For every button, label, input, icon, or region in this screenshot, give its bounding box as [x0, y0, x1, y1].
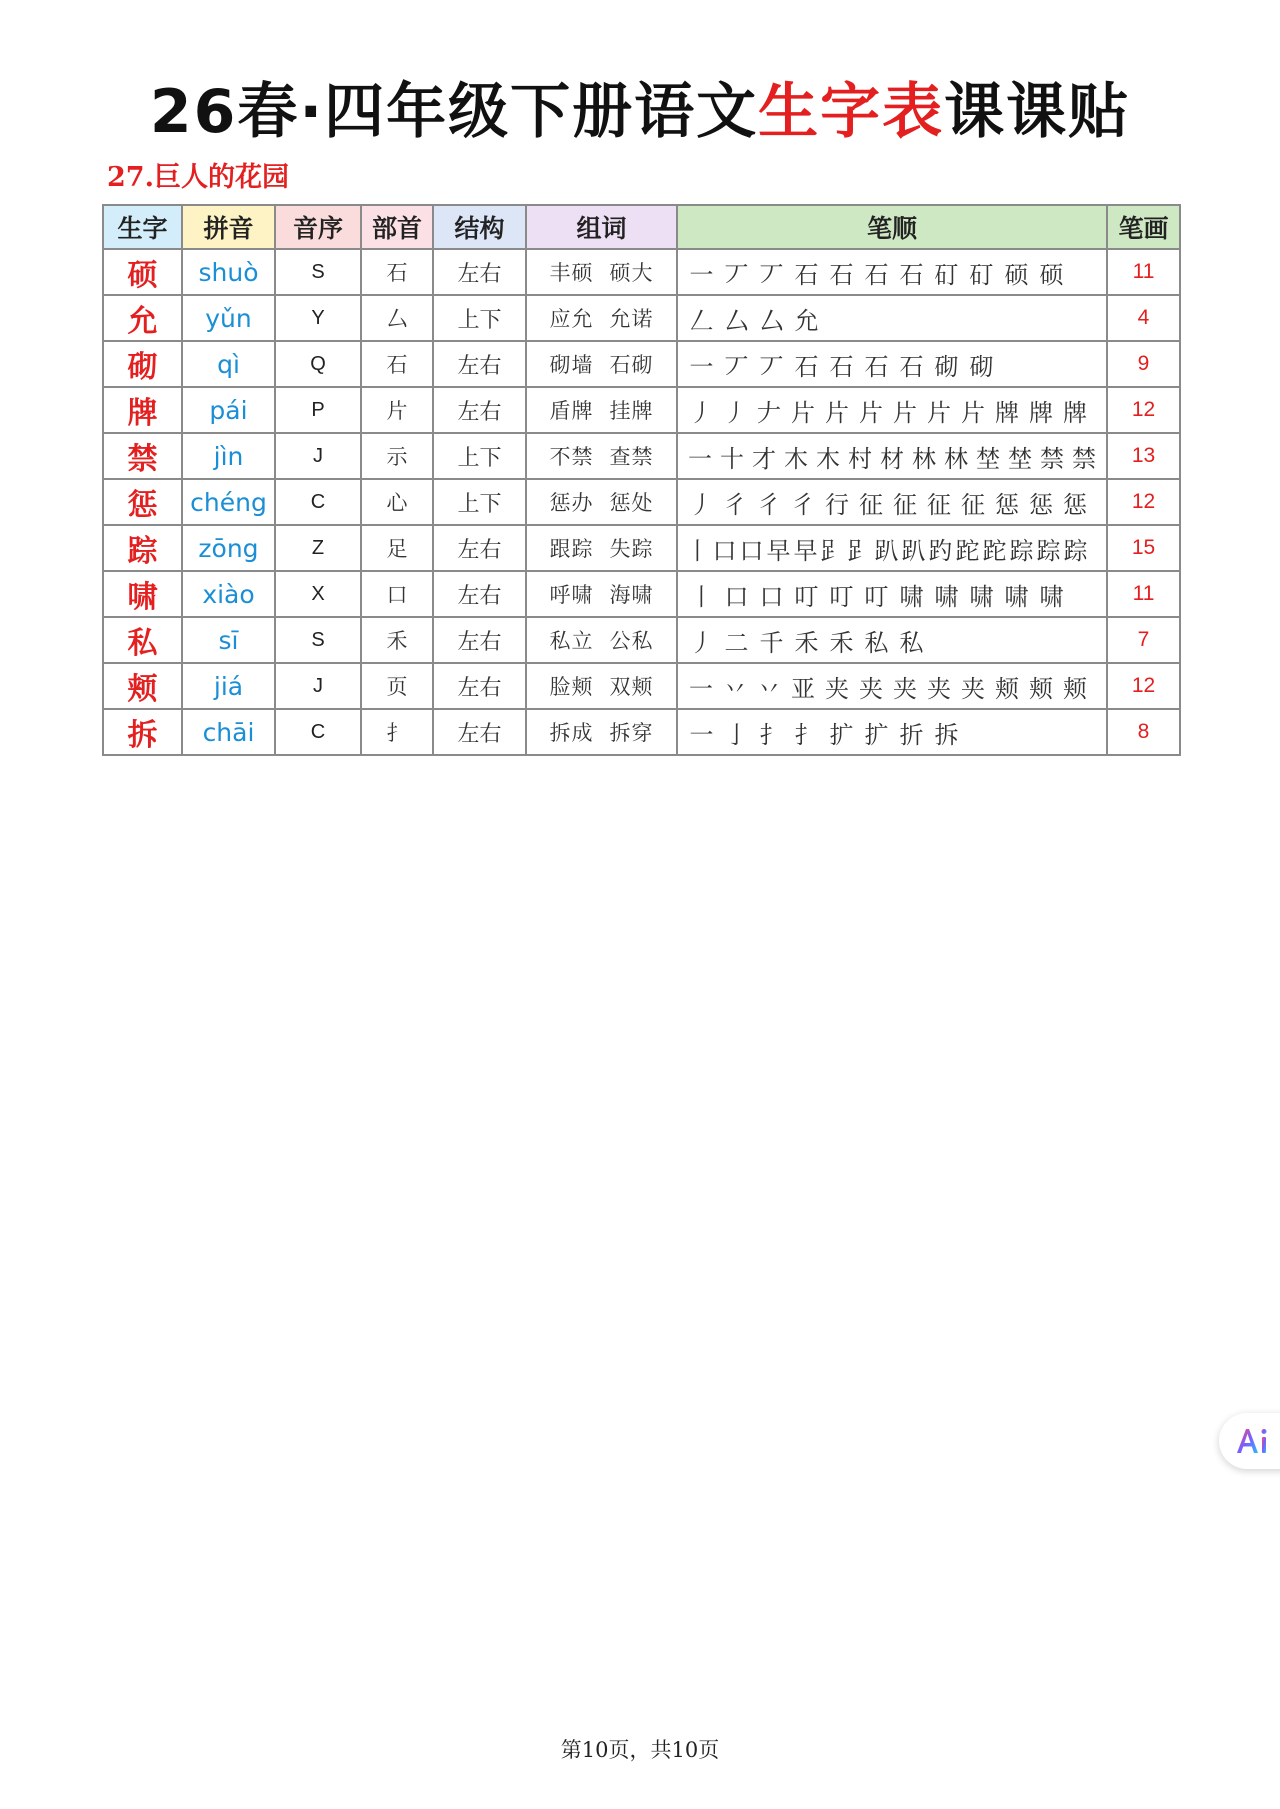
cell-structure: 左右	[433, 387, 526, 433]
stroke-step: 石	[829, 260, 854, 289]
cell-pinyin: qì	[182, 341, 275, 387]
cell-words	[526, 709, 677, 755]
cell-pinyin: xiào	[182, 571, 275, 617]
word: 私立	[549, 629, 594, 653]
stroke-step: 夹	[927, 674, 951, 703]
word: 拆成	[549, 721, 594, 745]
word: 跟踪	[549, 537, 594, 561]
character-table	[102, 204, 1181, 756]
stroke-step: 丿	[689, 628, 714, 657]
stroke-step: 夹	[893, 674, 917, 703]
cell-pinyin: yǔn	[182, 295, 275, 341]
stroke-step: 𠃋	[689, 306, 714, 335]
stroke-step: 丨	[685, 536, 710, 565]
stroke-step: 啸	[1004, 582, 1029, 611]
stroke-step: 石	[899, 260, 924, 289]
table-header-row	[103, 205, 1180, 249]
cell-radical: 扌	[361, 709, 433, 755]
cell-order: P	[275, 387, 361, 433]
cell-strokes	[677, 249, 1107, 295]
cell-structure: 左右	[433, 571, 526, 617]
stroke-step: 禾	[829, 628, 854, 657]
stroke-step: 厶	[724, 306, 749, 335]
cell-count: 11	[1107, 571, 1180, 617]
cell-order: C	[275, 709, 361, 755]
stroke-step: 丿	[689, 490, 713, 519]
word: 丰硕	[549, 261, 594, 285]
cell-pinyin: sī	[182, 617, 275, 663]
cell-structure: 左右	[433, 341, 526, 387]
stroke-step: 扩	[829, 720, 854, 749]
cell-structure: 上下	[433, 479, 526, 525]
stroke-step: 𧾷	[820, 536, 845, 565]
cell-pinyin: pái	[182, 387, 275, 433]
word: 海啸	[609, 583, 654, 607]
cell-count: 12	[1107, 663, 1180, 709]
cell-pinyin: jiá	[182, 663, 275, 709]
cell-strokes	[677, 571, 1107, 617]
cell-order: Q	[275, 341, 361, 387]
title-prefix: 26春·四年级下册语文	[149, 77, 759, 147]
stroke-step: 颊	[995, 674, 1019, 703]
stroke-step: 片	[893, 398, 917, 427]
stroke-step: 厶	[759, 306, 784, 335]
word: 双颊	[609, 675, 654, 699]
stroke-sequence	[684, 664, 1106, 708]
header-order: 音序	[275, 205, 361, 249]
cell-strokes	[677, 525, 1107, 571]
stroke-step: 丆	[759, 260, 784, 289]
cell-words	[526, 525, 677, 571]
stroke-step: 砌	[969, 352, 994, 381]
cell-radical: 片	[361, 387, 433, 433]
header-words: 组词	[526, 205, 677, 249]
lesson-title: 27.巨人的花园	[107, 162, 289, 193]
cell-words	[526, 295, 677, 341]
cell-pinyin: chāi	[182, 709, 275, 755]
stroke-step: 口	[724, 582, 749, 611]
stroke-sequence	[684, 480, 1106, 524]
cell-words	[526, 617, 677, 663]
stroke-step: 一	[689, 720, 714, 749]
stroke-step: 跎	[955, 536, 980, 565]
cell-words	[526, 479, 677, 525]
cell-radical: 厶	[361, 295, 433, 341]
stroke-step: 跎	[982, 536, 1007, 565]
ai-assistant-button[interactable]	[1219, 1413, 1280, 1469]
stroke-sequence	[684, 434, 1106, 478]
cell-order: S	[275, 617, 361, 663]
stroke-step: 彳	[757, 490, 781, 519]
stroke-step: 丷	[757, 674, 781, 703]
word: 应允	[549, 307, 594, 331]
cell-order: Z	[275, 525, 361, 571]
stroke-sequence	[684, 388, 1106, 432]
cell-pinyin: zōng	[182, 525, 275, 571]
stroke-step: 行	[825, 490, 849, 519]
stroke-sequence	[684, 296, 1106, 340]
stroke-sequence	[684, 342, 1106, 386]
stroke-step: 牌	[1029, 398, 1053, 427]
cell-count: 12	[1107, 387, 1180, 433]
word: 盾牌	[549, 399, 594, 423]
word: 硕大	[609, 261, 654, 285]
stroke-step: 叮	[864, 582, 889, 611]
cell-pinyin: shuò	[182, 249, 275, 295]
stroke-step: 夹	[825, 674, 849, 703]
stroke-step: 片	[791, 398, 815, 427]
stroke-step: 颊	[1029, 674, 1053, 703]
stroke-step: 牌	[995, 398, 1019, 427]
stroke-step: 硕	[1004, 260, 1029, 289]
stroke-step: 牌	[1063, 398, 1087, 427]
stroke-step: 禾	[794, 628, 819, 657]
cell-count: 7	[1107, 617, 1180, 663]
cell-char: 牌	[103, 387, 182, 433]
stroke-step: 石	[794, 352, 819, 381]
stroke-step: 颊	[1063, 674, 1087, 703]
stroke-step: 二	[724, 628, 749, 657]
cell-structure: 左右	[433, 249, 526, 295]
stroke-step: 惩	[995, 490, 1019, 519]
cell-words	[526, 663, 677, 709]
stroke-step: 林	[912, 444, 936, 473]
stroke-step: 埜	[976, 444, 1000, 473]
stroke-step: 叮	[794, 582, 819, 611]
cell-structure: 上下	[433, 433, 526, 479]
cell-words	[526, 341, 677, 387]
cell-strokes	[677, 617, 1107, 663]
word: 拆穿	[609, 721, 654, 745]
stroke-step: 矴	[934, 260, 959, 289]
cell-count: 13	[1107, 433, 1180, 479]
stroke-sequence	[684, 618, 1106, 662]
stroke-step: 石	[794, 260, 819, 289]
cell-count: 12	[1107, 479, 1180, 525]
cell-structure: 上下	[433, 295, 526, 341]
header-strokes: 笔顺	[677, 205, 1107, 249]
stroke-step: 征	[893, 490, 917, 519]
stroke-step: 征	[961, 490, 985, 519]
stroke-step: 夹	[961, 674, 985, 703]
cell-char: 硕	[103, 249, 182, 295]
title-suffix: 课课贴	[944, 77, 1131, 147]
word: 砌墙	[549, 353, 594, 377]
stroke-step: 彳	[723, 490, 747, 519]
cell-order: Y	[275, 295, 361, 341]
cell-radical: 足	[361, 525, 433, 571]
stroke-step: 早	[793, 536, 818, 565]
word: 惩办	[549, 491, 594, 515]
word: 公私	[609, 629, 654, 653]
cell-strokes	[677, 709, 1107, 755]
cell-strokes	[677, 387, 1107, 433]
table-row	[103, 295, 1180, 341]
cell-count: 15	[1107, 525, 1180, 571]
word: 惩处	[609, 491, 654, 515]
word: 失踪	[609, 537, 654, 561]
cell-char: 颊	[103, 663, 182, 709]
stroke-step: 征	[927, 490, 951, 519]
stroke-step: 𠂇	[757, 398, 781, 427]
word: 允诺	[609, 307, 654, 331]
stroke-step: 扌	[759, 720, 784, 749]
stroke-step: 扌	[794, 720, 819, 749]
word: 脸颊	[549, 675, 594, 699]
stroke-step: 一	[689, 674, 713, 703]
cell-pinyin: chéng	[182, 479, 275, 525]
stroke-step: 亚	[791, 674, 815, 703]
stroke-step: 踪	[1063, 536, 1088, 565]
table-row	[103, 479, 1180, 525]
stroke-step: 硕	[1039, 260, 1064, 289]
stroke-step: 丆	[724, 352, 749, 381]
stroke-step: 私	[864, 628, 889, 657]
stroke-step: 趴	[874, 536, 899, 565]
table-body	[103, 249, 1180, 755]
stroke-step: 林	[944, 444, 968, 473]
stroke-step: 一	[688, 444, 712, 473]
stroke-step: 私	[899, 628, 924, 657]
cell-structure: 左右	[433, 525, 526, 571]
cell-radical: 石	[361, 249, 433, 295]
table-row	[103, 525, 1180, 571]
stroke-step: 惩	[1029, 490, 1053, 519]
stroke-step: 石	[899, 352, 924, 381]
stroke-step: 扩	[864, 720, 889, 749]
cell-char: 啸	[103, 571, 182, 617]
stroke-step: 丨	[689, 582, 714, 611]
stroke-step: 丆	[724, 260, 749, 289]
cell-char: 砌	[103, 341, 182, 387]
title-accent: 生字表	[758, 77, 945, 147]
stroke-step: 千	[759, 628, 784, 657]
table-row	[103, 617, 1180, 663]
cell-char: 私	[103, 617, 182, 663]
cell-char: 禁	[103, 433, 182, 479]
stroke-step: 啸	[899, 582, 924, 611]
cell-radical: 禾	[361, 617, 433, 663]
cell-words	[526, 387, 677, 433]
cell-order: J	[275, 433, 361, 479]
stroke-step: 片	[961, 398, 985, 427]
stroke-step: 早	[766, 536, 791, 565]
cell-order: J	[275, 663, 361, 709]
table-row	[103, 571, 1180, 617]
cell-order: S	[275, 249, 361, 295]
table-row	[103, 387, 1180, 433]
stroke-step: 十	[720, 444, 744, 473]
stroke-step: 趴	[901, 536, 926, 565]
stroke-step: 矴	[969, 260, 994, 289]
stroke-step: 口	[712, 536, 737, 565]
header-pinyin: 拼音	[182, 205, 275, 249]
cell-char: 惩	[103, 479, 182, 525]
table-row	[103, 341, 1180, 387]
stroke-step: 𧾷	[847, 536, 872, 565]
stroke-step: 叮	[829, 582, 854, 611]
cell-strokes	[677, 295, 1107, 341]
stroke-step: 片	[825, 398, 849, 427]
ai-assistant-icon	[1235, 1427, 1271, 1455]
stroke-step: 石	[864, 260, 889, 289]
stroke-step: 丆	[759, 352, 784, 381]
cell-radical: 心	[361, 479, 433, 525]
word: 查禁	[609, 445, 654, 469]
cell-radical: 页	[361, 663, 433, 709]
header-char: 生字	[103, 205, 182, 249]
stroke-step: 村	[848, 444, 872, 473]
word: 挂牌	[609, 399, 654, 423]
stroke-step: 一	[689, 260, 714, 289]
table-row	[103, 663, 1180, 709]
stroke-step: 石	[864, 352, 889, 381]
stroke-step: 踪	[1036, 536, 1061, 565]
word: 不禁	[549, 445, 594, 469]
table-row	[103, 709, 1180, 755]
cell-count: 11	[1107, 249, 1180, 295]
stroke-step: 口	[759, 582, 784, 611]
cell-count: 9	[1107, 341, 1180, 387]
cell-words	[526, 433, 677, 479]
stroke-step: 彳	[791, 490, 815, 519]
cell-words	[526, 249, 677, 295]
stroke-step: 啸	[969, 582, 994, 611]
stroke-step: 允	[794, 306, 819, 335]
stroke-step: 禁	[1072, 444, 1096, 473]
stroke-step: 木	[784, 444, 808, 473]
stroke-step: 踪	[1009, 536, 1034, 565]
page-footer: 第10页，共10页	[560, 1738, 720, 1762]
stroke-step: 木	[816, 444, 840, 473]
stroke-step: 夹	[859, 674, 883, 703]
word: 呼啸	[549, 583, 594, 607]
stroke-step: 片	[927, 398, 951, 427]
cell-pinyin: jìn	[182, 433, 275, 479]
page-title	[0, 72, 1280, 152]
stroke-step: 征	[859, 490, 883, 519]
stroke-step: 折	[899, 720, 924, 749]
stroke-step: 一	[689, 352, 714, 381]
cell-words	[526, 571, 677, 617]
stroke-step: 趵	[928, 536, 953, 565]
stroke-step: 口	[739, 536, 764, 565]
stroke-step: 丿	[723, 398, 747, 427]
header-count: 笔画	[1107, 205, 1180, 249]
stroke-step: 埜	[1008, 444, 1032, 473]
stroke-step: 啸	[1039, 582, 1064, 611]
stroke-step: 啸	[934, 582, 959, 611]
header-radical: 部首	[361, 205, 433, 249]
cell-char: 允	[103, 295, 182, 341]
cell-count: 8	[1107, 709, 1180, 755]
cell-structure: 左右	[433, 617, 526, 663]
stroke-step: 才	[752, 444, 776, 473]
cell-structure: 左右	[433, 709, 526, 755]
stroke-sequence	[684, 572, 1106, 616]
word: 石砌	[609, 353, 654, 377]
cell-radical: 示	[361, 433, 433, 479]
table-row	[103, 249, 1180, 295]
stroke-step: 丷	[723, 674, 747, 703]
stroke-step: 丿	[689, 398, 713, 427]
stroke-step: 片	[859, 398, 883, 427]
stroke-step: 禁	[1040, 444, 1064, 473]
cell-strokes	[677, 479, 1107, 525]
stroke-step: 砌	[934, 352, 959, 381]
cell-char: 踪	[103, 525, 182, 571]
stroke-step: 亅	[724, 720, 749, 749]
cell-radical: 口	[361, 571, 433, 617]
stroke-sequence	[684, 526, 1106, 570]
cell-char: 拆	[103, 709, 182, 755]
stroke-sequence	[684, 250, 1106, 294]
header-structure: 结构	[433, 205, 526, 249]
stroke-sequence	[684, 710, 1106, 754]
cell-order: X	[275, 571, 361, 617]
stroke-step: 拆	[934, 720, 959, 749]
cell-strokes	[677, 341, 1107, 387]
cell-strokes	[677, 433, 1107, 479]
cell-radical: 石	[361, 341, 433, 387]
table-row	[103, 433, 1180, 479]
cell-strokes	[677, 663, 1107, 709]
stroke-step: 材	[880, 444, 904, 473]
cell-structure: 左右	[433, 663, 526, 709]
stroke-step: 石	[829, 352, 854, 381]
stroke-step: 惩	[1063, 490, 1087, 519]
cell-count: 4	[1107, 295, 1180, 341]
cell-order: C	[275, 479, 361, 525]
